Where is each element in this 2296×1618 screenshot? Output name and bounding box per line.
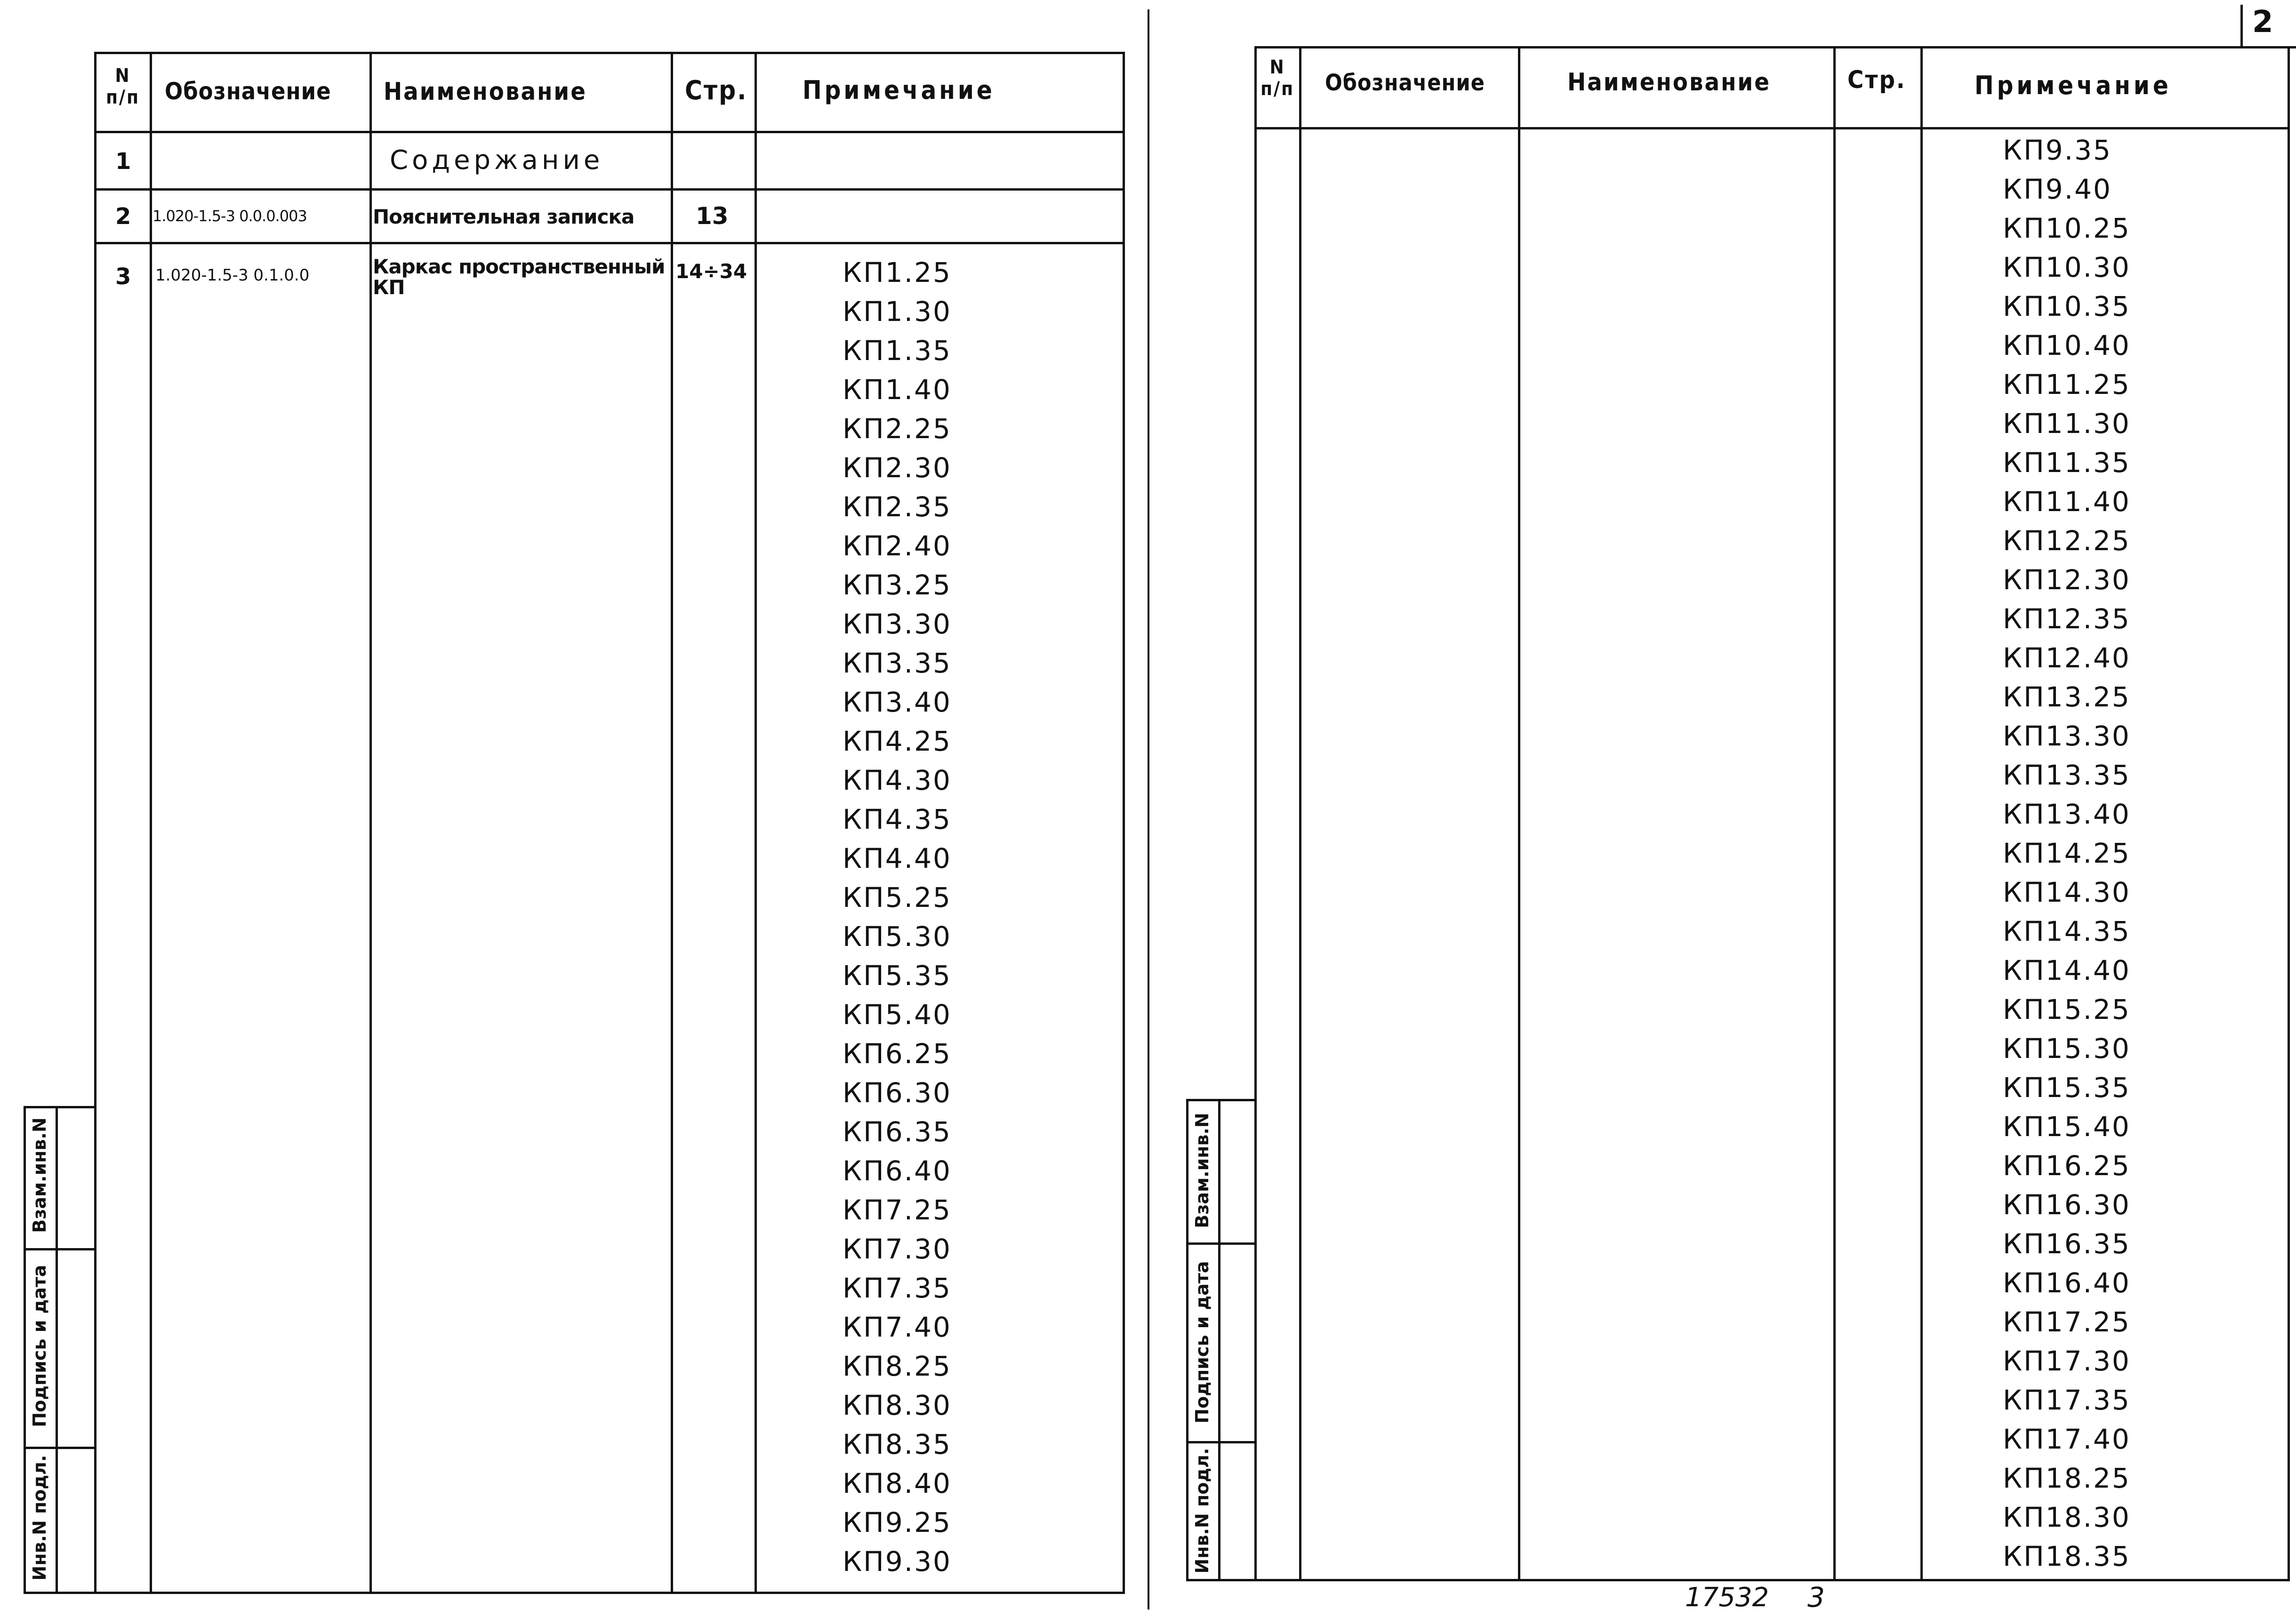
note-item: КП13.35 bbox=[2003, 759, 2131, 791]
note-item: КП11.35 bbox=[2003, 447, 2131, 479]
note-item: КП8.35 bbox=[843, 1428, 952, 1460]
note-item: КП7.25 bbox=[843, 1194, 952, 1226]
replace-inv-label: Взам.инв.N bbox=[29, 1117, 50, 1233]
row-3-page: 14÷34 bbox=[675, 260, 747, 283]
note-item: КП18.35 bbox=[2003, 1540, 2131, 1572]
header-designation: Обозначение bbox=[165, 78, 331, 105]
note-item: КП7.30 bbox=[843, 1233, 952, 1265]
note-item: КП17.35 bbox=[2003, 1384, 2131, 1416]
row-1-num: 1 bbox=[115, 148, 131, 175]
inv-orig-label: Инв.N подл. bbox=[29, 1455, 50, 1581]
note-item: КП1.35 bbox=[843, 335, 952, 367]
note-item: КП12.25 bbox=[2003, 525, 2131, 557]
page-fold-line bbox=[1148, 9, 1149, 1610]
note-item: КП5.30 bbox=[843, 921, 952, 953]
note-item: КП17.25 bbox=[2003, 1306, 2131, 1338]
note-item: КП17.40 bbox=[2003, 1423, 2131, 1455]
note-item: КП16.40 bbox=[2003, 1267, 2131, 1299]
note-item: КП12.35 bbox=[2003, 603, 2131, 635]
note-item: КП2.30 bbox=[843, 452, 952, 484]
note-item: КП2.40 bbox=[843, 530, 952, 562]
note-item: КП9.40 bbox=[2003, 173, 2112, 205]
note-item: КП13.40 bbox=[2003, 798, 2131, 830]
note-item: КП9.30 bbox=[843, 1546, 952, 1578]
note-item: КП3.30 bbox=[843, 608, 952, 640]
sheet-number: 2 bbox=[2252, 5, 2273, 40]
note-item: КП17.30 bbox=[2003, 1345, 2131, 1377]
header-name: Наименование bbox=[384, 78, 587, 106]
note-item: КП9.25 bbox=[843, 1506, 952, 1538]
page-number: 3 bbox=[1807, 1581, 1825, 1613]
note-item: КП13.30 bbox=[2003, 720, 2131, 752]
note-item: КП18.25 bbox=[2003, 1462, 2131, 1494]
note-item: КП8.30 bbox=[843, 1389, 952, 1421]
row-2-page: 13 bbox=[696, 202, 729, 230]
note-item: КП7.40 bbox=[843, 1311, 952, 1343]
header-note: Примечание bbox=[803, 75, 995, 105]
note-item: КП11.25 bbox=[2003, 368, 2131, 400]
note-item: КП5.35 bbox=[843, 960, 952, 992]
header-page-right: Стр. bbox=[1847, 66, 1906, 94]
note-item: КП4.30 bbox=[843, 764, 952, 796]
note-item: КП8.40 bbox=[843, 1467, 952, 1499]
note-item: КП5.25 bbox=[843, 881, 952, 913]
note-item: КП10.25 bbox=[2003, 212, 2131, 244]
note-item: КП4.25 bbox=[843, 725, 952, 757]
row-3-num: 3 bbox=[115, 264, 131, 290]
header-page: Стр. bbox=[685, 75, 748, 106]
note-item: КП7.35 bbox=[843, 1272, 952, 1304]
note-item: КП3.35 bbox=[843, 647, 952, 679]
note-item: КП1.25 bbox=[843, 256, 952, 288]
note-item: КП16.30 bbox=[2003, 1189, 2131, 1221]
row-1-name: Содержание bbox=[390, 145, 604, 176]
note-item: КП6.25 bbox=[843, 1038, 952, 1070]
note-item: КП4.35 bbox=[843, 803, 952, 835]
note-item: КП10.35 bbox=[2003, 290, 2131, 322]
header-note-right: Примечание bbox=[1975, 71, 2172, 100]
note-item: КП15.30 bbox=[2003, 1033, 2131, 1065]
note-item: КП11.40 bbox=[2003, 486, 2131, 518]
note-item: КП14.30 bbox=[2003, 876, 2131, 908]
note-item: КП13.25 bbox=[2003, 681, 2131, 713]
note-item: КП10.30 bbox=[2003, 251, 2131, 283]
replace-inv-label-right: Взам.инв.N bbox=[1192, 1113, 1212, 1228]
note-item: КП2.25 bbox=[843, 413, 952, 445]
note-item: КП14.25 bbox=[2003, 837, 2131, 869]
note-item: КП5.40 bbox=[843, 999, 952, 1031]
note-item: КП8.25 bbox=[843, 1350, 952, 1382]
note-item: КП14.35 bbox=[2003, 915, 2131, 947]
note-item: КП4.40 bbox=[843, 842, 952, 874]
note-item: КП12.30 bbox=[2003, 564, 2131, 596]
note-item: КП11.30 bbox=[2003, 408, 2131, 440]
note-item: КП16.35 bbox=[2003, 1228, 2131, 1260]
header-num-right: N п/п bbox=[1260, 56, 1294, 100]
note-item: КП3.40 bbox=[843, 686, 952, 718]
row-2-designation: 1.020-1.5-3 0.0.0.003 bbox=[153, 207, 307, 225]
row-2-name: Пояснительная записка bbox=[373, 205, 634, 228]
note-item: КП6.35 bbox=[843, 1116, 952, 1148]
note-item: КП15.25 bbox=[2003, 993, 2131, 1025]
note-item: КП15.35 bbox=[2003, 1072, 2131, 1104]
note-item: КП10.40 bbox=[2003, 329, 2131, 361]
note-item: КП6.40 bbox=[843, 1155, 952, 1187]
album-number: 17532 bbox=[1685, 1582, 1769, 1613]
note-item: КП18.30 bbox=[2003, 1501, 2131, 1533]
note-item: КП16.25 bbox=[2003, 1150, 2131, 1182]
header-num: N п/п bbox=[106, 65, 140, 108]
note-item: КП14.40 bbox=[2003, 954, 2131, 986]
note-item: КП3.25 bbox=[843, 569, 952, 601]
note-item: КП2.35 bbox=[843, 491, 952, 523]
note-item: КП15.40 bbox=[2003, 1111, 2131, 1143]
row-3-designation: 1.020-1.5-3 0.1.0.0 bbox=[155, 266, 310, 285]
note-item: КП12.40 bbox=[2003, 642, 2131, 674]
row-2-num: 2 bbox=[115, 203, 131, 230]
inv-orig-label-right: Инв.N подл. bbox=[1192, 1448, 1212, 1574]
header-designation-right: Обозначение bbox=[1325, 70, 1485, 96]
note-item: КП1.40 bbox=[843, 374, 952, 406]
note-item: КП6.30 bbox=[843, 1077, 952, 1109]
sign-date-label: Подпись и дата bbox=[29, 1265, 50, 1427]
note-item: КП1.30 bbox=[843, 296, 952, 328]
sign-date-label-right: Подпись и дата bbox=[1192, 1261, 1212, 1424]
row-3-name: Каркас пространственный КП bbox=[373, 255, 665, 299]
header-name-right: Наименование bbox=[1567, 68, 1771, 96]
note-item: КП9.35 bbox=[2003, 134, 2112, 166]
